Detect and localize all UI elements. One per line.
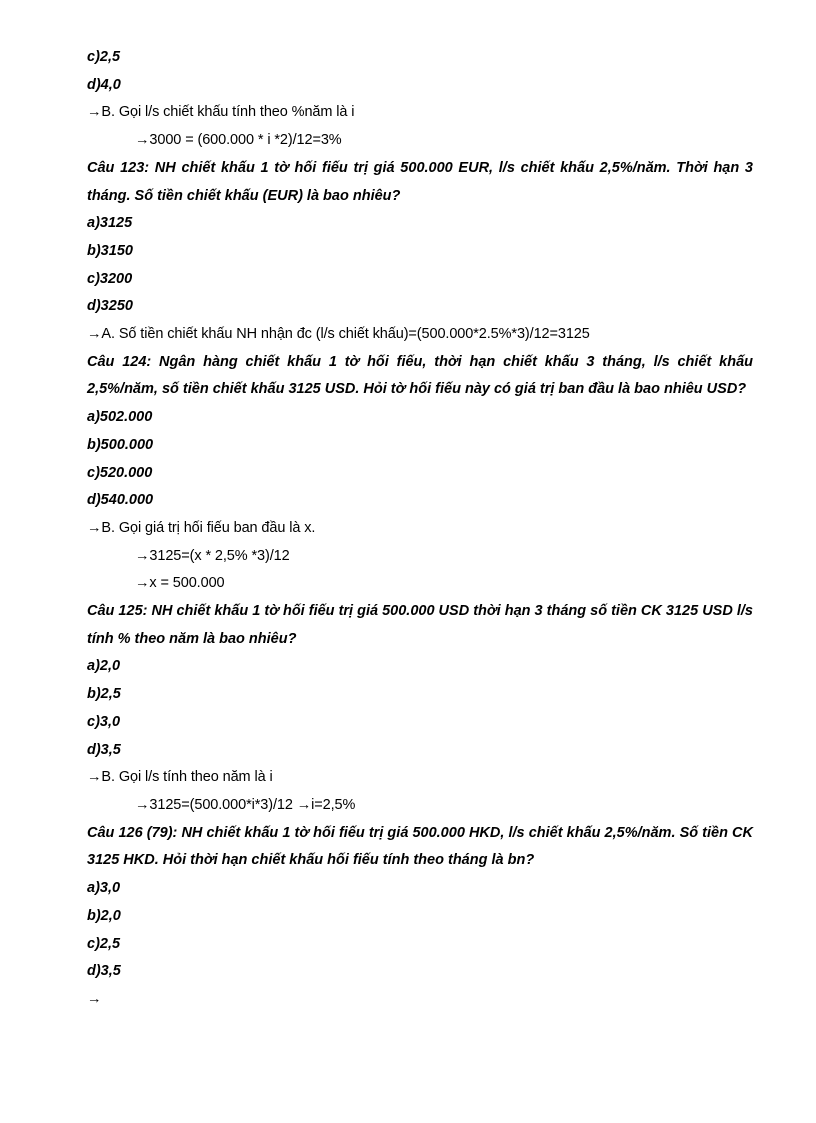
option-b: b)3150 [87,242,133,259]
arrow-icon: → [87,769,102,786]
option-a: a)3125 [87,215,133,232]
option-a: a)502.000 [87,409,153,426]
answer-line [87,764,753,792]
option-c: c)2,5 [87,49,121,65]
option-c: c)3200 [87,270,133,287]
solution-step [87,543,753,571]
answer-text: A. Số tiền chiết khấu NH nhận đc (l/s chiết khấu)=(500.000*2.5%*3)/12=3125 [101,326,590,343]
option-c: c)3,0 [87,713,121,730]
solution-step [87,127,753,155]
arrow-icon: → [296,796,312,813]
option-d: d)3,5 [87,963,121,980]
option-a: a)3,0 [87,880,121,897]
arrow-icon: → [87,519,102,536]
step-text: x = 500.000 [149,575,225,592]
arrow-icon: → [87,104,102,121]
question-125: Câu 125: NH chiết khấu 1 tờ hối fiếu trị giá 500.000 USD thời hạn 3 tháng số tiền CK 3125 USD l/s tính % theo năm là bao nhiêu? [87,603,753,647]
step-text: 3000 = (600.000 * i *2)/12=3% [149,132,342,149]
option-d: d)4,0 [87,76,121,93]
option-a: a)2,0 [87,658,121,675]
answer-line [87,321,753,349]
option-d: d)540.000 [87,492,154,509]
arrow-icon: → [87,990,102,1007]
arrow-icon: → [87,326,102,343]
answer-line [87,986,753,1014]
document-page [87,44,753,1014]
option-b: b)500.000 [87,436,154,453]
answer-text: B. Gọi l/s chiết khấu tính theo %năm là i [101,104,355,121]
option-c: c)2,5 [87,935,121,952]
arrow-icon: → [135,575,150,592]
step-result: i=2,5% [311,796,356,813]
step-text: 3125=(x * 2,5% *3)/12 [149,547,290,564]
option-c: c)520.000 [87,464,153,481]
option-b: b)2,5 [87,686,121,703]
arrow-icon: → [135,796,150,813]
answer-line [87,515,753,543]
question-126: Câu 126 (79): NH chiết khấu 1 tờ hối fiếu trị giá 500.000 HKD, l/s chiết khấu 2,5%/năm. Số tiền CK 3125 HKD. Hỏi thời hạn chiết khấu hối fiếu tính theo tháng là bn? [87,824,753,869]
answer-line [87,99,753,127]
solution-step [87,570,753,598]
question-124: Câu 124: Ngân hàng chiết khấu 1 tờ hối fiếu, thời hạn chiết khấu 3 tháng, l/s chiết khấu 2,5%/năm, số tiền chiết khấu 3125 USD. Hỏi tờ hối fiếu này có giá trị ban đầu là bao nhiêu USD? [87,353,753,398]
arrow-icon: → [135,132,150,149]
option-b: b)2,0 [87,907,121,924]
question-123: Câu 123: NH chiết khấu 1 tờ hối fiếu trị giá 500.000 EUR, l/s chiết khấu 2,5%/năm. Thời hạn 3 tháng. Số tiền chiết khấu (EUR) là bao nhiêu? [87,159,753,204]
step-text: 3125=(500.000*i*3)/12 [149,796,297,813]
solution-step [87,792,753,820]
answer-text: B. Gọi l/s tính theo năm là i [101,769,273,786]
option-d: d)3,5 [87,741,121,758]
arrow-icon: → [135,547,150,564]
option-d: d)3250 [87,298,133,315]
answer-text: B. Gọi giá trị hối fiếu ban đầu là x. [101,519,316,536]
